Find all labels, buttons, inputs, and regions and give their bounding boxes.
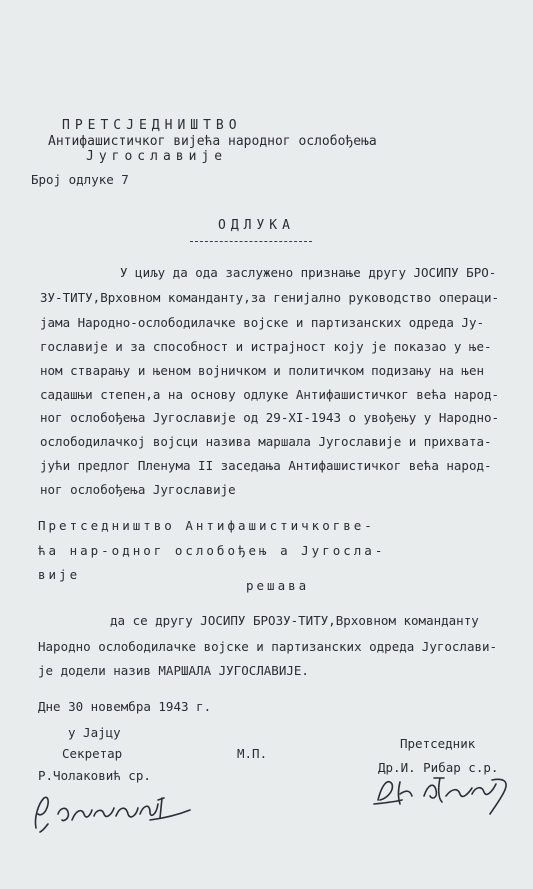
resolution-line: да се другу ЈОСИПУ БРОЗУ-ТИТУ,Врховном команданту xyxy=(110,613,479,628)
secretary-name: Р.Чолаковић ср. xyxy=(38,768,151,783)
decision-number: Број одлуке 7 xyxy=(31,172,129,187)
preamble-line: ослободилачкој војсци назива маршала Југославије и прихвата- xyxy=(40,434,492,449)
president-name: Др.И. Рибар с.р. xyxy=(378,760,499,775)
preamble-line: ном стварању и њеном војничком и политичком подизању на њен xyxy=(40,363,485,378)
resolution-line: је додели назив МАРШАЛА ЈУГОСЛАВИЈЕ. xyxy=(38,663,309,678)
issuer-line: ћа нар-одног ослобођењ а Југосла- xyxy=(38,543,386,558)
preamble-line: јама Народно-ослободилачке војске и партизанских одреда Ју- xyxy=(40,315,485,330)
issuer-line: Претседништво Антифашистичкогве- xyxy=(38,518,375,533)
seal-mark: М.П. xyxy=(237,746,268,761)
resolution-line: Народно ослободилачке војске и партизанских одреда Југослави- xyxy=(38,639,498,654)
document-place: у Јајцу xyxy=(68,725,121,740)
preamble-line: ЗУ-ТИТУ,Врховном команданту,за генијално руководство операци- xyxy=(40,290,500,305)
issuer-line: вије xyxy=(38,567,81,582)
preamble-line: јући предлог Пленума II заседања Антифашистичког већа народ- xyxy=(40,458,492,473)
header-presidency: ПРЕТСЈЕДНИШТВО xyxy=(62,118,242,133)
preamble-line: У циљу да ода заслужено признање другу ЈОСИПУ БРО- xyxy=(120,265,497,280)
preamble-line: садашњи степен,а на основу одлуке Антифашистичког већа народ- xyxy=(40,387,500,402)
president-title: Претседник xyxy=(400,736,476,751)
header-council: Антифашистичког вијећа народног ослобођења xyxy=(48,134,377,149)
handwritten-signature-icon xyxy=(368,770,518,820)
header-country: Југославије xyxy=(86,149,228,164)
document-date: Дне 30 новембра 1943 г. xyxy=(38,699,212,714)
title-underline xyxy=(190,241,312,242)
preamble-line: ног ослобођења Југославије од 29-XI-1943 о увођењу у Народно- xyxy=(40,410,500,425)
secretary-title: Секретар xyxy=(62,746,123,761)
document-title: ОДЛУКА xyxy=(218,218,295,233)
preamble-line: гославије и за способност и истрајност коју је показао у ње- xyxy=(40,339,492,354)
handwritten-signature-icon xyxy=(30,790,195,840)
preamble-line: ног ослобођења Југославије xyxy=(40,482,236,497)
resolves-word: решава xyxy=(246,578,310,593)
